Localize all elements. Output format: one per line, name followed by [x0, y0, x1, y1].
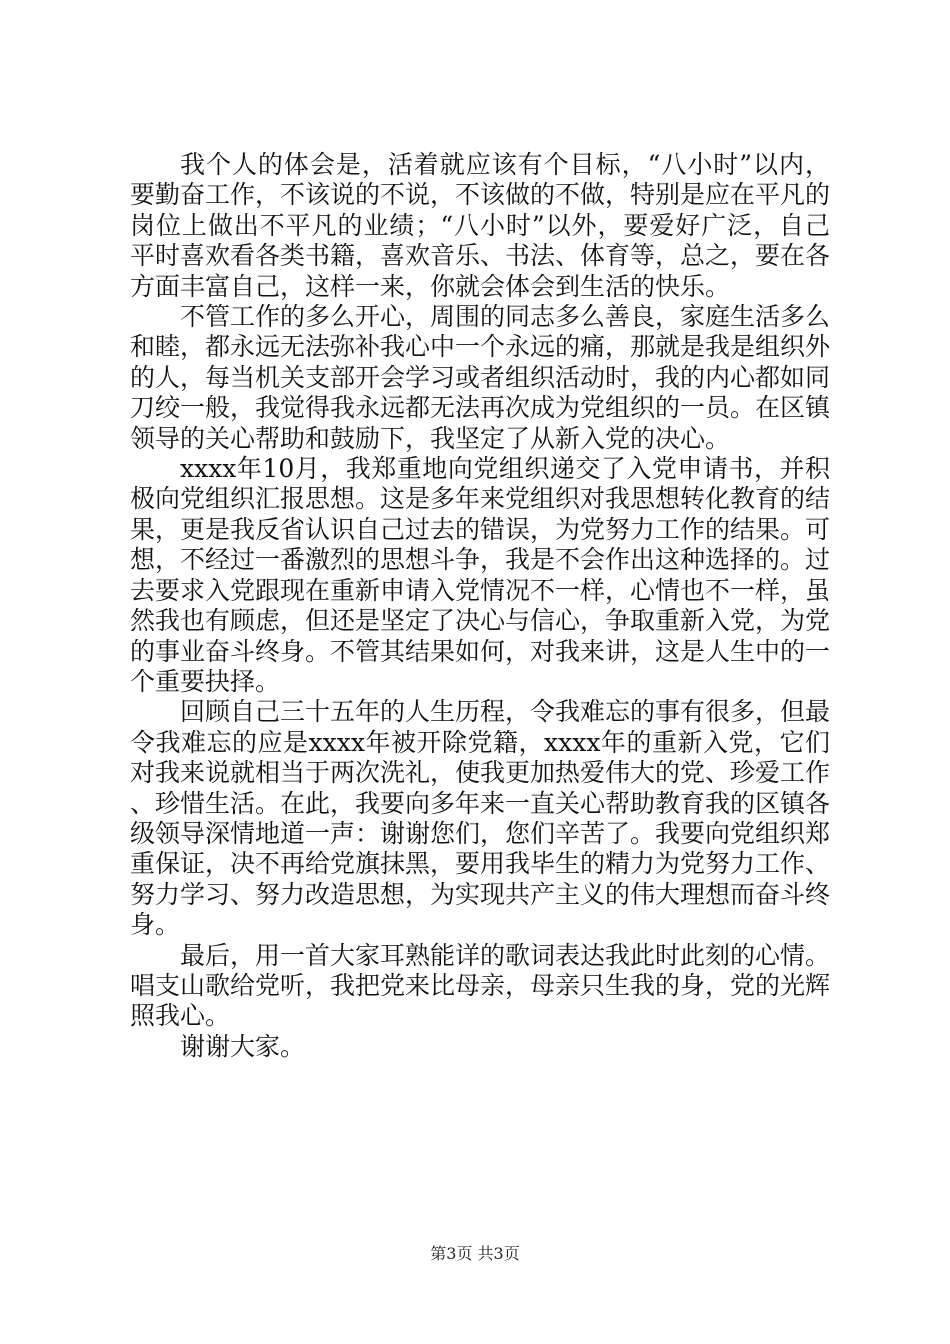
paragraph-1: 我个人的体会是，活着就应该有个目标，“八小时”以内，要勤奋工作，不该说的不说，不该做的不做，特别是应在平凡的岗位上做出不平凡的业绩；“八小时”以外，要爱好广泛，自己平时喜欢看各类书籍，喜欢音乐、书法、体育等，总之，要在各方面丰富自己，这样一来，你就会体会到生活的快乐。	[130, 150, 831, 301]
page-footer: 第3页 共3页	[430, 1244, 520, 1263]
paragraph-5: 最后，用一首大家耳熟能详的歌词表达我此时此刻的心情。唱支山歌给党听，我把党来比母亲，母亲只生我的身，党的光辉照我心。	[130, 940, 831, 1031]
paragraph-6: 谢谢大家。	[180, 1031, 306, 1061]
paragraph-4: 回顾自己三十五年的人生历程，令我难忘的事有很多，但最令我难忘的应是xxxx年被开除党籍，xxxx年的重新入党，它们对我来说就相当于两次洗礼，使我更加热爱伟大的党、珍爱工作、珍惜生活。在此，我要向多年来一直关心帮助教育我的区镇各级领导深情地道一声：谢谢您们，您们辛苦了。我要向党组织郑重保证，决不再给党旗抹黑，要用我毕生的精力为党努力工作、努力学习、努力改造思想，为实现共产主义的伟大理想而奋斗终身。	[130, 697, 831, 940]
paragraph-2: 不管工作的多么开心，周围的同志多么善良，家庭生活多么和睦，都永远无法弥补我心中一个永远的痛，那就是我是组织外的人，每当机关支部开会学习或者组织活动时，我的内心都如同刀绞一般，我觉得我永远都无法再次成为党组织的一员。在区镇领导的关心帮助和鼓励下，我坚定了从新入党的决心。	[130, 302, 831, 453]
document-body	[130, 150, 830, 1062]
paragraph-3: xxxx年10月，我郑重地向党组织递交了入党申请书，并积极向党组织汇报思想。这是多年来党组织对我思想转化教育的结果，更是我反省认识自己过去的错误，为党努力工作的结果。可想，不经过一番激烈的思想斗争，我是不会作出这种选择的。过去要求入党跟现在重新申请入党情况不一样，心情也不一样，虽然我也有顾虑，但还是坚定了决心与信心，争取重新入党，为党的事业奋斗终身。不管其结果如何，对我来讲，这是人生中的一个重要抉择。	[130, 454, 831, 696]
